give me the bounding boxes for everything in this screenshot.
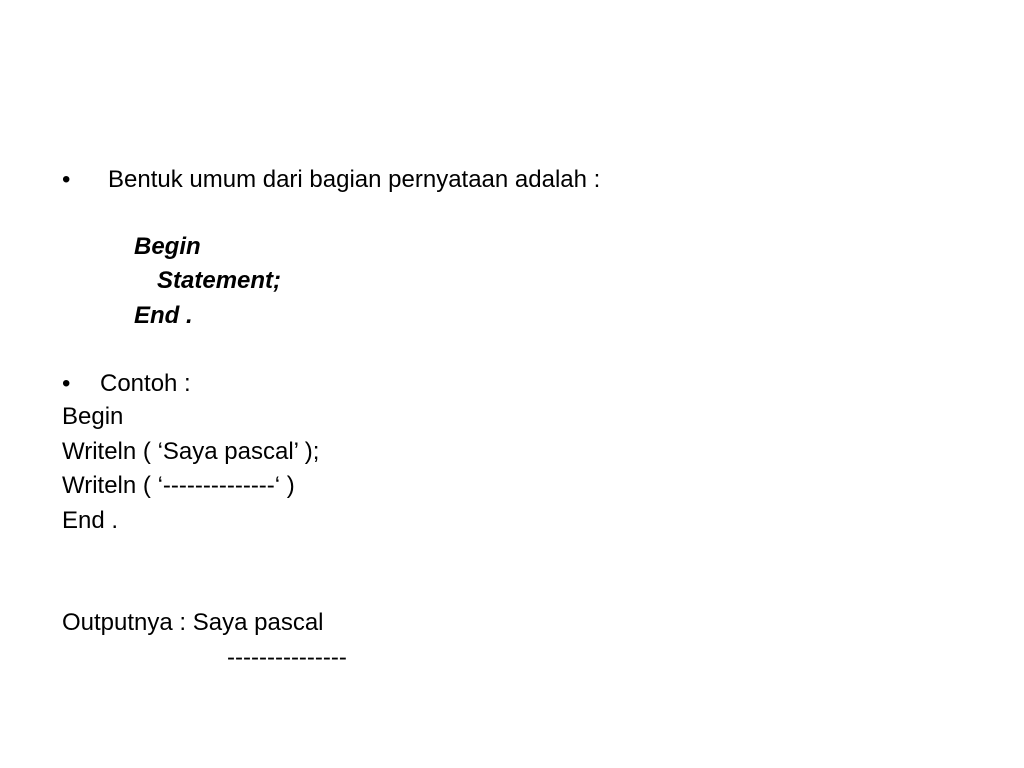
example-writeln-1: Writeln ( ‘Saya pascal’ );: [62, 438, 320, 465]
bullet-2: •: [62, 370, 71, 397]
point-2-text: Contoh :: [100, 370, 191, 397]
example-end: End .: [62, 507, 119, 534]
bullet-1: •: [62, 166, 71, 193]
example-begin: Begin: [62, 403, 124, 430]
output-underline: ---------------: [227, 644, 347, 671]
syntax-end: End .: [134, 302, 193, 329]
output-label: Outputnya : Saya pascal: [62, 609, 324, 636]
syntax-begin: Begin: [134, 233, 201, 260]
syntax-statement: Statement;: [157, 267, 282, 294]
point-1-text: Bentuk umum dari bagian pernyataan adalah :: [108, 166, 601, 193]
example-writeln-2: Writeln ( ‘--------------‘ ): [62, 472, 295, 499]
